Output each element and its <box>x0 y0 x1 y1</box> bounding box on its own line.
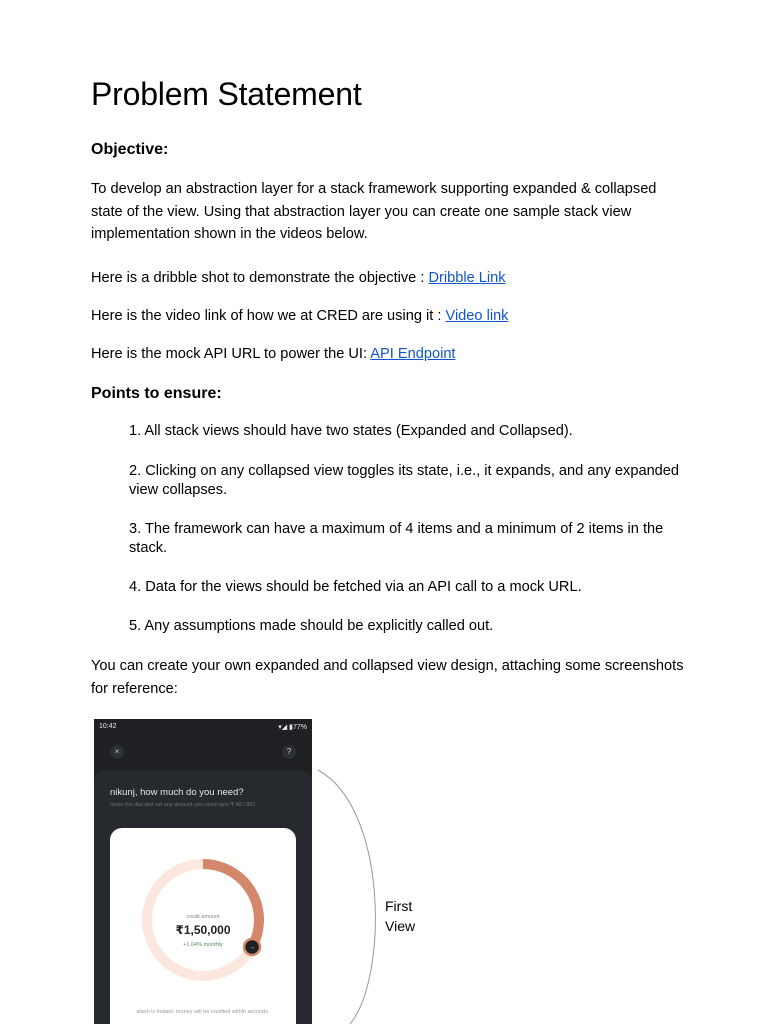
bracket-curve <box>318 770 375 1024</box>
dial-card <box>110 828 296 1024</box>
api-line <box>91 343 691 366</box>
credit-amount: ₹1,50,000 <box>175 923 231 937</box>
closing-text: You can create your own expanded and collapsed view design, attaching some screenshots for reference: <box>91 658 684 697</box>
api-prefix: Here is the mock API URL to power the UI: <box>91 346 371 362</box>
points-heading: Points to ensure: <box>91 385 222 402</box>
close-icon: × <box>110 745 124 759</box>
credit-rate: +1.04% monthly <box>183 942 223 948</box>
dial-knob-icon: → <box>248 943 256 951</box>
first-view-line1: First <box>385 898 413 914</box>
dribble-link[interactable]: Dribble Link <box>428 270 506 286</box>
reference-screenshot <box>94 719 312 1024</box>
dribble-line <box>91 267 691 290</box>
objective-text: To develop an abstraction layer for a stack framework supporting expanded & collapsed state of the view. Using that abstraction layer you can create one sample stack view implementation shown in the videos below. <box>91 181 657 242</box>
first-view-line2: View <box>385 917 416 934</box>
video-prefix: Here is the video link of how we at CRED are using it : <box>91 308 446 324</box>
list-item: 3. The framework can have a maximum of 4 items and a minimum of 2 items in the stack. <box>129 521 664 556</box>
amount-question: nikunj, how much do you need? <box>110 787 244 798</box>
first-view-label <box>385 897 445 936</box>
status-icons: ▾◢ ▮77% <box>278 724 307 731</box>
video-link[interactable]: Video link <box>445 308 509 324</box>
list-item: 4. Data for the views should be fetched via an API call to a mock URL. <box>129 579 582 595</box>
credit-caption: credit amount <box>186 914 220 920</box>
list-item: 1. All stack views should have two states (Expanded and Collapsed). <box>129 423 573 439</box>
status-time: 10:42 <box>99 723 117 730</box>
video-line <box>91 305 691 328</box>
status-bar <box>94 719 312 735</box>
page-title: Problem Statement <box>91 76 362 112</box>
view-bracket <box>310 768 390 1024</box>
credit-dial <box>138 855 268 985</box>
list-item: 2. Clicking on any collapsed view toggles its state, i.e., it expands, and any expanded view collapses. <box>129 463 680 498</box>
amount-sheet <box>94 770 312 1024</box>
footer-note: stash is instant. money will be credited within seconds. <box>136 1009 270 1015</box>
amount-hint: move the dial and set any amount you need upto ₹ 487,891 <box>110 802 256 808</box>
api-endpoint-link[interactable]: API Endpoint <box>370 346 456 362</box>
help-icon: ? <box>282 745 296 759</box>
dribble-prefix: Here is a dribble shot to demonstrate the objective : <box>91 270 429 286</box>
objective-heading: Objective: <box>91 141 169 158</box>
list-item: 5. Any assumptions made should be explicitly called out. <box>129 618 494 634</box>
